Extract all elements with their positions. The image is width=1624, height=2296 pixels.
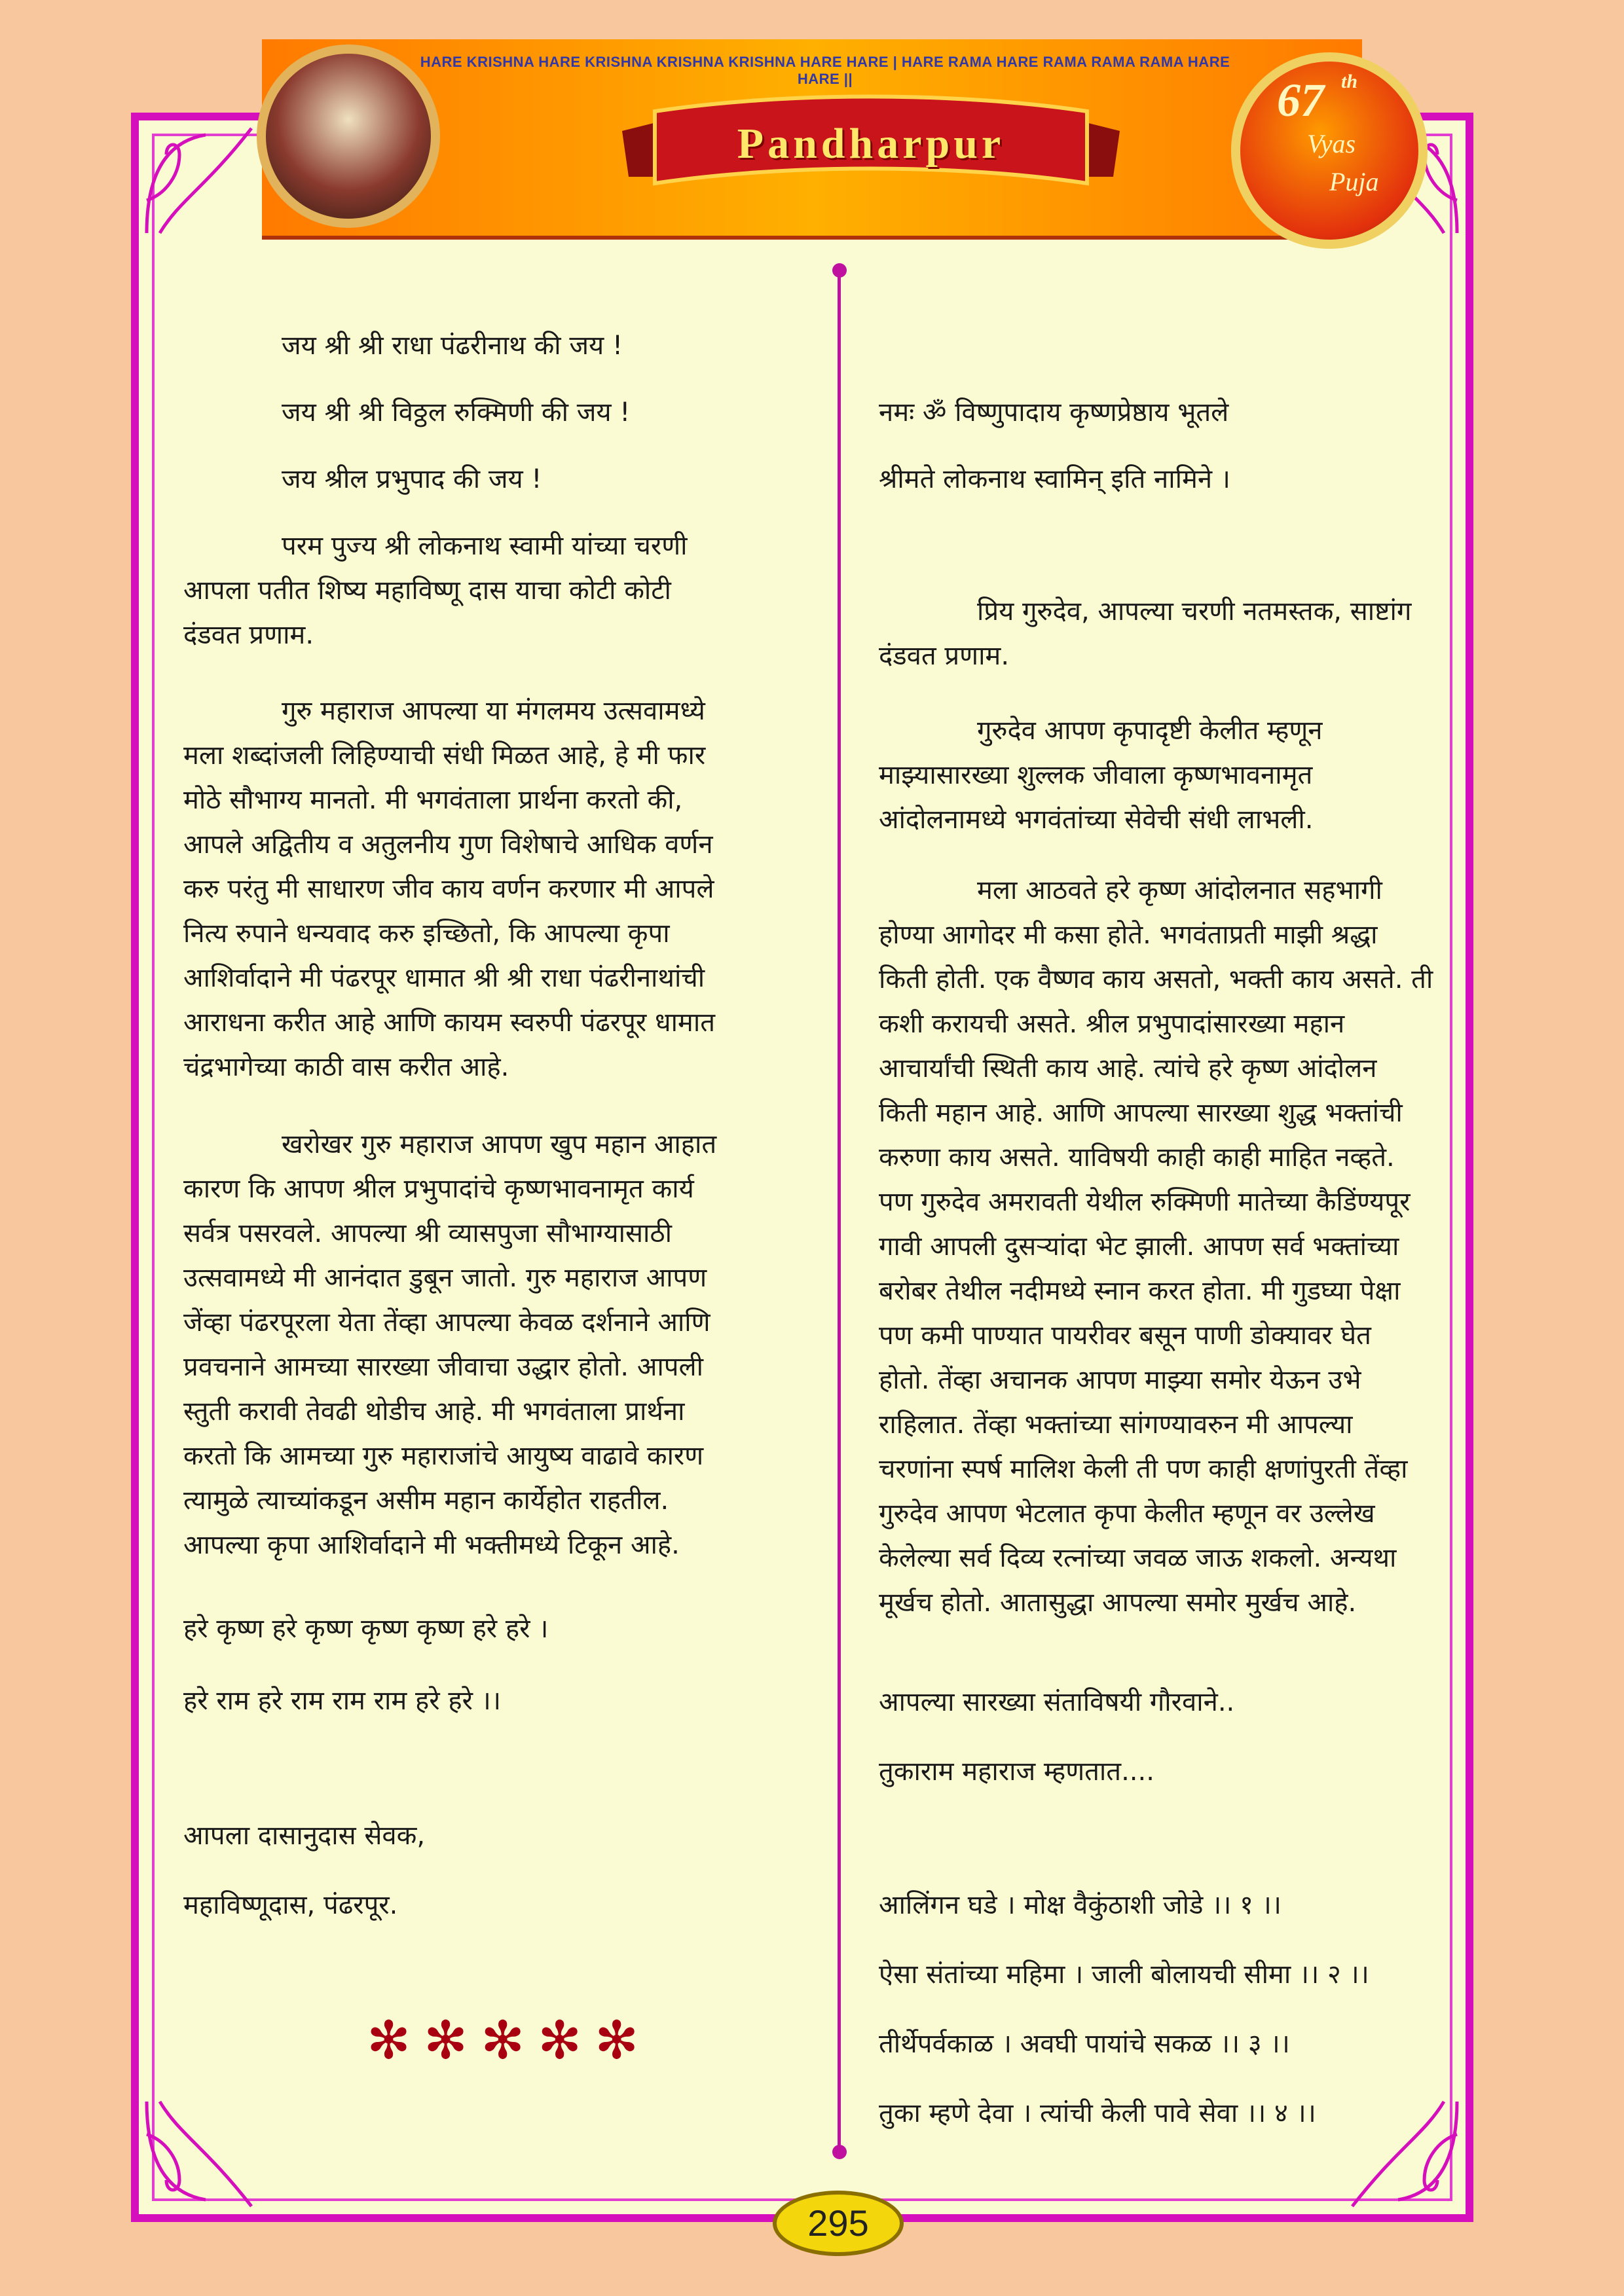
para-line: प्रवचनाने आमच्या सारख्या जीवाचा उद्धार होतो. आपली bbox=[183, 1352, 703, 1382]
badge-line-puja: Puja bbox=[1329, 167, 1379, 196]
para-line: दंडवत प्रणाम. bbox=[879, 641, 1010, 671]
para-line: प्रिय गुरुदेव, आपल्या चरणी नतमस्तक, साष्टांग bbox=[977, 596, 1412, 627]
invocation-2: जय श्री श्री विठ्ठल रुक्मिणी की जय ! bbox=[282, 397, 631, 428]
abhang-line-3: तीर्थेपर्वकाळ । अवघी पायांचे सकळ ।। ३ ।। bbox=[879, 2029, 1290, 2059]
pranati-line-1: नमः ॐ विष्णुपादाय कृष्णप्रेष्ठाय भूतले bbox=[879, 397, 1229, 428]
para-line: आशिर्वादाने मी पंढरपूर धामात श्री श्री राधा पंढरीनाथांची bbox=[183, 963, 705, 993]
para-line: मला आठवते हरे कृष्ण आंदोलनात सहभागी bbox=[977, 875, 1382, 905]
para-line: आपले अद्वितीय व अतुलनीय गुण विशेषाचे आधिक वर्णन bbox=[183, 829, 713, 860]
para-line: गुरुदेव आपण भेटलात कृपा केलीत म्हणून वर उल्लेख bbox=[879, 1499, 1375, 1529]
hare-krishna-mantra-line-2: हरे राम हरे राम राम राम हरे हरे ।। bbox=[183, 1686, 501, 1716]
para-line: चरणांना स्पर्ष मालिश केली ती पण काही क्षणांपुरती तेंव्हा bbox=[879, 1454, 1408, 1484]
para-line: मोठे सौभाग्य मानतो. मी भगवंताला प्रार्थना करतो की, bbox=[183, 785, 683, 815]
header-mantra: HARE KRISHNA HARE KRISHNA KRISHNA KRISHNA HARE HARE | HARE RAMA HARE RAMA RAMA RAMA HARE HARE || bbox=[420, 54, 1230, 87]
para-line: होतो. तेंव्हा अचानक आपण माझ्या समोर येऊन उभे bbox=[879, 1365, 1361, 1395]
para-line: किती महान आहे. आणि आपल्या सारख्या शुद्ध भक्तांची bbox=[879, 1098, 1403, 1128]
invocation-1: जय श्री श्री राधा पंढरीनाथ की जय ! bbox=[282, 331, 623, 361]
para-line: आपला पतीत शिष्य महाविष्णू दास याचा कोटी कोटी bbox=[183, 575, 671, 606]
para-line: खरोखर गुरु महाराज आपण खुप महान आहात bbox=[282, 1129, 717, 1159]
para-line: करुणा काय असते. याविषयी काही काही माहित नव्हते. bbox=[879, 1142, 1395, 1173]
pranati-line-2: श्रीमते लोकनाथ स्वामिन् इति नामिने । bbox=[879, 464, 1230, 494]
para-line: नित्य रुपाने धन्यवाद करु इच्छितो, कि आपल्या कृपा bbox=[183, 919, 670, 949]
invocation-3: जय श्रील प्रभुपाद की जय ! bbox=[282, 464, 542, 494]
left-paragraph-2 bbox=[183, 689, 803, 1089]
para-line: गावी आपली दुसऱ्यांदा भेट झाली. आपण सर्व भक्तांच्या bbox=[879, 1231, 1399, 1262]
para-line: आपल्या कृपा आशिर्वादाने मी भक्तीमध्ये टिकून आहे. bbox=[183, 1530, 680, 1560]
right-paragraph-1 bbox=[879, 708, 1498, 842]
para-line: बरोबर तेथील नदीमध्ये स्नान करत होता. मी गुडघ्या पेक्षा bbox=[879, 1276, 1401, 1306]
para-line: पण गुरुदेव अमरावती येथील रुक्मिणी मातेच्या कैडिंण्यपूर bbox=[879, 1187, 1411, 1217]
right-paragraph-2 bbox=[879, 868, 1498, 1625]
para-line: कशी करायची असते. श्रील प्रभुपादांसारख्या महान bbox=[879, 1009, 1345, 1039]
badge-number: 67 bbox=[1277, 74, 1324, 126]
para-line: केलेल्या सर्व दिव्य रत्नांच्या जवळ जाऊ शकलो. अन्यथा bbox=[879, 1543, 1397, 1573]
signature: महाविष्णूदास, पंढरपूर. bbox=[183, 1890, 398, 1920]
para-line: सर्वत्र पसरवले. आपल्या श्री व्यासपुजा सौभाग्यासाठी bbox=[183, 1218, 672, 1248]
column-divider bbox=[838, 268, 841, 2154]
badge-suffix: th bbox=[1341, 71, 1358, 92]
asterisk-ornament: ✻✻✻✻✻ bbox=[367, 2010, 652, 2071]
para-line: आंदोलनामध्ये भगवंतांच्या सेवेची संधी लाभली. bbox=[879, 805, 1314, 835]
para-line: होण्या आगोदर मी कसा होते. भगवंताप्रती माझी श्रद्धा bbox=[879, 920, 1378, 950]
greeting bbox=[879, 589, 1498, 678]
deity-photo bbox=[257, 45, 440, 228]
para-line: कारण कि आपण श्रील प्रभुपादांचे कृष्णभावनामृत कार्य bbox=[183, 1174, 694, 1204]
page-title: Pandharpur bbox=[737, 120, 1005, 168]
abhang-line-4: तुका म्हणे देवा । त्यांची केली पावे सेवा ।। ४ ।। bbox=[879, 2098, 1316, 2128]
badge-line-vyas: Vyas bbox=[1307, 129, 1356, 158]
divider-dot-top bbox=[832, 263, 847, 278]
para-line: दंडवत प्रणाम. bbox=[183, 620, 314, 650]
para-line: परम पुज्य श्री लोकनाथ स्वामी यांच्या चरणी bbox=[282, 531, 688, 561]
para-line: आचार्यांची स्थिती काय आहे. त्यांचे हरे कृष्ण आंदोलन bbox=[879, 1053, 1377, 1084]
page-number: 295 bbox=[773, 2191, 904, 2256]
divider-dot-bottom bbox=[832, 2145, 847, 2159]
abhang-line-2: ऐसा संतांच्या महिमा । जाली बोलायची सीमा ।। २ ।। bbox=[879, 1959, 1369, 1990]
para-line: मला शब्दांजली लिहिण्याची संधी मिळत आहे, हे मी फार bbox=[183, 740, 706, 771]
para-line: मूर्खच होतो. आतासुद्धा आपल्या समोर मुर्खच आहे. bbox=[879, 1588, 1357, 1618]
para-line: करु परंतु मी साधारण जीव काय वर्णन करणार मी आपले bbox=[183, 874, 714, 904]
para-line: उत्सवामध्ये मी आनंदात डुबून जातो. गुरु महाराज आपण bbox=[183, 1263, 707, 1293]
corner-ornament-top-left bbox=[140, 122, 258, 240]
corner-ornament-bottom-left bbox=[140, 2095, 258, 2213]
praise-line: आपल्या सारख्या संताविषयी गौरवाने.. bbox=[879, 1687, 1235, 1717]
para-line: गुरु महाराज आपल्या या मंगलमय उत्सवामध्ये bbox=[282, 696, 705, 726]
para-line: गुरुदेव आपण कृपादृष्टी केलीत म्हणून bbox=[977, 716, 1323, 746]
tukaram-intro: तुकाराम महाराज म्हणतात.... bbox=[879, 1757, 1154, 1787]
para-line: राहिलात. तेंव्हा भक्तांच्या सांगण्यावरुन मी आपल्या bbox=[879, 1410, 1353, 1440]
para-line: आराधना करीत आहे आणि कायम स्वरुपी पंढरपूर धामात bbox=[183, 1008, 716, 1038]
hare-krishna-mantra-line-1: हरे कृष्ण हरे कृष्ण कृष्ण कृष्ण हरे हरे । bbox=[183, 1614, 549, 1644]
abhang-line-1: आलिंगन घडे । मोक्ष वैकुंठाशी जोडे ।। १ ।। bbox=[879, 1890, 1282, 1920]
para-line: पण कमी पाण्यात पायरीवर बसून पाणी डोक्यावर घेत bbox=[879, 1321, 1371, 1351]
para-line: स्तुती करावी तेवढी थोडीच आहे. मी भगवंताला प्रार्थना bbox=[183, 1396, 685, 1427]
left-paragraph-1 bbox=[183, 524, 803, 657]
left-paragraph-3 bbox=[183, 1122, 803, 1567]
para-line: जेंव्हा पंढरपूरला येता तेंव्हा आपल्या केवळ दर्शनाने आणि bbox=[183, 1307, 710, 1338]
para-line: त्यामुळे त्याच्यांकडून असीम महान कार्येहोत राहतील. bbox=[183, 1485, 669, 1516]
para-line: किती होती. एक वैष्णव काय असतो, भक्ती काय असते. ती bbox=[879, 964, 1433, 994]
para-line: चंद्रभागेच्या काठी वास करीत आहे. bbox=[183, 1052, 509, 1082]
para-line: करतो कि आमच्या गुरु महाराजांचे आयुष्य वाढावे कारण bbox=[183, 1441, 704, 1471]
para-line: माझ्यासारख्या शुल्लक जीवाला कृष्णभावनामृत bbox=[879, 760, 1313, 790]
closing-line: आपला दासानुदास सेवक, bbox=[183, 1821, 426, 1851]
